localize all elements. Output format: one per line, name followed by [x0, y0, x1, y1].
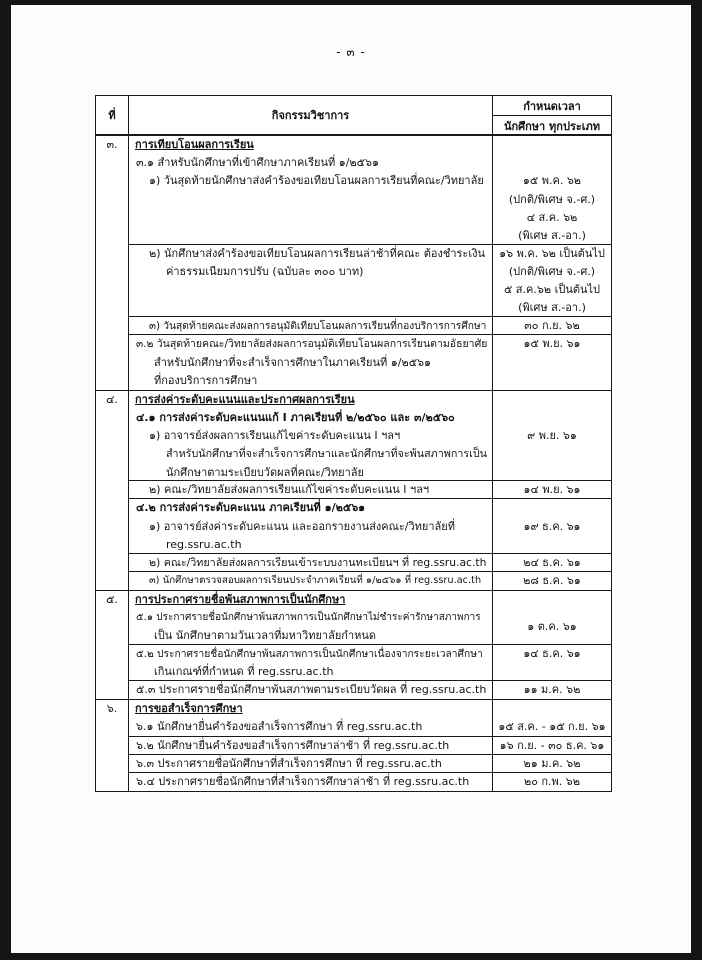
subsection-heading: ๕.๓ ประกาศรายชื่อนักศึกษาพ้นสภาพตามระเบียบวัดผล ที่ reg.ssru.ac.th — [136, 683, 487, 697]
schedule-date: ๑๕ พ.ย. ๖๑ — [523, 337, 581, 351]
schedule-cell — [493, 391, 611, 481]
schedule-cell — [493, 136, 611, 244]
subsection-heading: ๖.๓ ประกาศรายชื่อนักศึกษาที่สำเร็จการศึกษา ที่ reg.ssru.ac.th — [136, 756, 442, 770]
table-body — [96, 136, 611, 791]
schedule-date: ๑๔ พ.ย. ๖๑ — [523, 483, 581, 497]
schedule-cell — [493, 335, 611, 389]
schedule-date: ๔ ส.ค. ๖๒ — [526, 210, 578, 224]
section-title: การขอสำเร็จการศึกษา — [135, 702, 243, 716]
section-title: การเทียบโอนผลการเรียน — [135, 138, 254, 151]
schedule-date: ๑๑ ม.ค. ๖๒ — [523, 683, 581, 697]
subsection-continued: ที่กองบริการการศึกษา — [154, 373, 258, 387]
schedule-cell — [493, 755, 611, 772]
schedule-row — [129, 572, 611, 590]
subsection-heading: ๕.๑ ประกาศรายชื่อนักศึกษาพ้นสภาพการเป็นนักศึกษาไม่ชำระค่ารักษาสภาพการ — [136, 612, 481, 624]
activity-item: ๒) คณะ/วิทยาลัยส่งผลการเรียนแก้ไขค่าระดับคะแนน I ฯลฯ — [149, 483, 430, 497]
activity-cell — [129, 554, 493, 571]
section-number: ๓. — [106, 138, 118, 151]
schedule-date: (ปกติ/พิเศษ จ.-ศ.) — [508, 264, 596, 278]
table-section — [96, 591, 611, 700]
activity-item: ๒) นักศึกษาส่งคำร้องขอเทียบโอนผลการเรียนล่าช้าที่คณะ ต้องชำระเงิน — [149, 246, 485, 260]
activity-item: ๒) คณะ/วิทยาลัยส่งผลการเรียนเข้าระบบงานทะเบียนฯ ที่ reg.ssru.ac.th — [149, 555, 487, 569]
header-schedule-cell — [493, 96, 611, 134]
schedule-cell — [493, 499, 611, 552]
activity-item: ๓) วันสุดท้ายคณะส่งผลการอนุมัติเทียบโอนผลการเรียนที่กองบริการการศึกษา — [149, 320, 487, 333]
schedule-cell — [493, 681, 611, 699]
schedule-row — [129, 681, 611, 699]
section-number-cell — [96, 591, 129, 699]
header-number-cell — [96, 96, 129, 134]
page-number: - ๓ - — [336, 45, 366, 59]
schedule-cell — [493, 572, 611, 590]
schedule-date: ๒๔ ธ.ค. ๖๑ — [523, 555, 581, 569]
section-title: การประกาศรายชื่อพ้นสภาพการเป็นนักศึกษา — [135, 592, 346, 606]
activity-cell — [129, 773, 493, 791]
schedule-row — [129, 335, 611, 389]
subsection-continued: สำหรับนักศึกษาที่จะสำเร็จการศึกษาในภาคเรียนที่ ๑/๒๕๖๑ — [154, 355, 431, 369]
activity-item: ๑) อาจารย์ส่งค่าระดับคะแนน และออกรายงานส่งคณะ/วิทยาลัยที่ — [149, 519, 455, 533]
activity-item: ๓) นักศึกษาตรวจสอบผลการเรียนประจำภาคเรียนที่ ๑/๒๕๖๑ ที่ reg.ssru.ac.th — [149, 574, 482, 586]
schedule-date: ๑ ต.ค. ๖๑ — [527, 620, 577, 634]
activity-cell — [129, 245, 493, 317]
activity-cell — [129, 572, 493, 590]
activity-item-continued: สำหรับนักศึกษาที่จะสำเร็จการศึกษาและนักศึกษาที่จะพ้นสภาพการเป็น — [166, 447, 488, 461]
schedule-date: ๒๑ ม.ค. ๖๒ — [523, 756, 581, 770]
schedule-date: ๓๐ ก.ย. ๖๒ — [524, 319, 580, 333]
schedule-cell — [493, 700, 611, 735]
schedule-row — [129, 700, 611, 736]
activity-item-continued: reg.ssru.ac.th — [166, 537, 242, 551]
section-rows — [129, 591, 611, 699]
activity-cell — [129, 335, 493, 389]
activity-cell — [129, 499, 493, 552]
schedule-date: (พิเศษ ส.-อา.) — [518, 229, 586, 242]
activity-cell — [129, 136, 493, 244]
schedule-row — [129, 737, 611, 755]
table-header — [96, 96, 611, 136]
activity-cell — [129, 391, 493, 481]
schedule-cell — [493, 737, 611, 754]
schedule-date: ๕ ส.ค.๖๒ เป็นต้นไป — [503, 283, 601, 297]
subsection-heading: ๕.๒ ประกาศรายชื่อนักศึกษาพ้นสภาพการเป็นนักศึกษาเนื่องจากระยะเวลาศึกษา — [136, 648, 483, 661]
schedule-row — [129, 554, 611, 572]
schedule-cell — [493, 591, 611, 644]
header-audience-label: นักศึกษา ทุกประเภท — [503, 119, 601, 133]
schedule-row — [129, 591, 611, 645]
academic-calendar-table — [95, 95, 612, 792]
schedule-row — [129, 499, 611, 553]
schedule-cell — [493, 481, 611, 498]
section-number: ๕. — [106, 592, 118, 606]
subsection-continued: เกินเกณฑ์ที่กำหนด ที่ reg.ssru.ac.th — [154, 665, 334, 679]
schedule-row — [129, 391, 611, 482]
subsection-heading: ๓.๒ วันสุดท้ายคณะ/วิทยาลัยส่งผลการอนุมัติเทียบโอนผลการเรียนตามอัธยาศัย — [136, 338, 488, 351]
header-number-label: ที่ — [108, 109, 116, 122]
schedule-row — [129, 481, 611, 499]
subsection-heading: ๖.๒ นักศึกษายื่นคำร้องขอสำเร็จการศึกษาล่าช้า ที่ reg.ssru.ac.th — [136, 738, 450, 752]
activity-cell — [129, 755, 493, 772]
header-schedule-label: กำหนดเวลา — [493, 96, 611, 116]
subsection-continued: เป็น นักศึกษาตามวันเวลาที่มหาวิทยาลัยกำหนด — [154, 629, 377, 643]
subsection-heading: ๖.๔ ประกาศรายชื่อนักศึกษาที่สำเร็จการศึกษาล่าช้า ที่ reg.ssru.ac.th — [136, 774, 470, 788]
schedule-date: ๑๖ ก.ย. - ๓๐ ธ.ค. ๖๑ — [499, 738, 605, 752]
schedule-date: ๙ พ.ย. ๖๑ — [527, 429, 577, 443]
subsection-heading: ๖.๑ นักศึกษายื่นคำร้องขอสำเร็จการศึกษา ที่ reg.ssru.ac.th — [136, 720, 423, 734]
schedule-date: ๒๘ ธ.ค. ๖๑ — [523, 573, 581, 587]
activity-item: ๑) วันสุดท้ายนักศึกษาส่งคำร้องขอเทียบโอนผลการเรียนที่คณะ/วิทยาลัย — [149, 174, 484, 188]
schedule-date: ๑๔ ธ.ค. ๖๑ — [523, 647, 581, 661]
activity-item-continued: นักศึกษาตามระเบียบวัดผลที่คณะ/วิทยาลัย — [166, 465, 364, 479]
schedule-row — [129, 136, 611, 245]
activity-cell — [129, 645, 493, 680]
schedule-cell — [493, 317, 611, 334]
group-heading: ๔.๑ การส่งค่าระดับคะแนนแก้ I ภาคเรียนที่ ๒/๒๕๖๐ และ ๓/๒๕๖๐ — [136, 410, 455, 424]
section-number-cell — [96, 391, 129, 590]
activity-item: ๑) อาจารย์ส่งผลการเรียนแก้ไขค่าระดับคะแนน I ฯลฯ — [149, 429, 401, 443]
section-title: การส่งค่าระดับคะแนนและประกาศผลการเรียน — [135, 392, 355, 406]
schedule-cell — [493, 554, 611, 571]
header-activity-label: กิจกรรมวิชาการ — [271, 109, 350, 122]
subsection-heading: ๓.๑ สำหรับนักศึกษาที่เข้าศึกษาภาคเรียนที่ ๑/๒๕๖๑ — [136, 156, 379, 170]
schedule-cell — [493, 645, 611, 680]
section-number-cell — [96, 700, 129, 791]
activity-item-continued: ค่าธรรมเนียมการปรับ (ฉบับละ ๓๐๐ บาท) — [166, 264, 364, 278]
schedule-date: ๑๕ ส.ค. - ๑๕ ก.ย. ๖๑ — [498, 720, 606, 734]
schedule-date: ๑๙ ธ.ค. ๖๑ — [523, 519, 581, 533]
activity-cell — [129, 317, 493, 334]
schedule-row — [129, 755, 611, 773]
header-activity-cell — [129, 96, 493, 134]
table-section — [96, 391, 611, 591]
schedule-row — [129, 245, 611, 318]
schedule-date: ๒๐ ก.พ. ๖๒ — [523, 774, 581, 788]
schedule-cell — [493, 245, 611, 317]
table-section — [96, 136, 611, 391]
section-number-cell — [96, 136, 129, 390]
section-number: ๔. — [106, 392, 118, 406]
schedule-date: ๑๕ พ.ค. ๖๒ — [522, 174, 582, 188]
activity-cell — [129, 737, 493, 754]
group-heading: ๔.๒ การส่งค่าระดับคะแนน ภาคเรียนที่ ๑/๒๕๖๑ — [136, 501, 366, 515]
schedule-row — [129, 773, 611, 791]
schedule-row — [129, 317, 611, 335]
schedule-date: ๑๖ พ.ค. ๖๒ เป็นต้นไป — [499, 246, 605, 260]
activity-cell — [129, 481, 493, 498]
schedule-cell — [493, 773, 611, 791]
section-number: ๖. — [106, 702, 118, 716]
section-rows — [129, 391, 611, 590]
activity-cell — [129, 681, 493, 699]
section-rows — [129, 700, 611, 791]
activity-cell — [129, 700, 493, 735]
table-section — [96, 700, 611, 791]
schedule-date: (ปกติ/พิเศษ จ.-ศ.) — [508, 192, 596, 206]
activity-cell — [129, 591, 493, 644]
schedule-row — [129, 645, 611, 681]
section-rows — [129, 136, 611, 390]
schedule-date: (พิเศษ ส.-อา.) — [518, 301, 586, 315]
